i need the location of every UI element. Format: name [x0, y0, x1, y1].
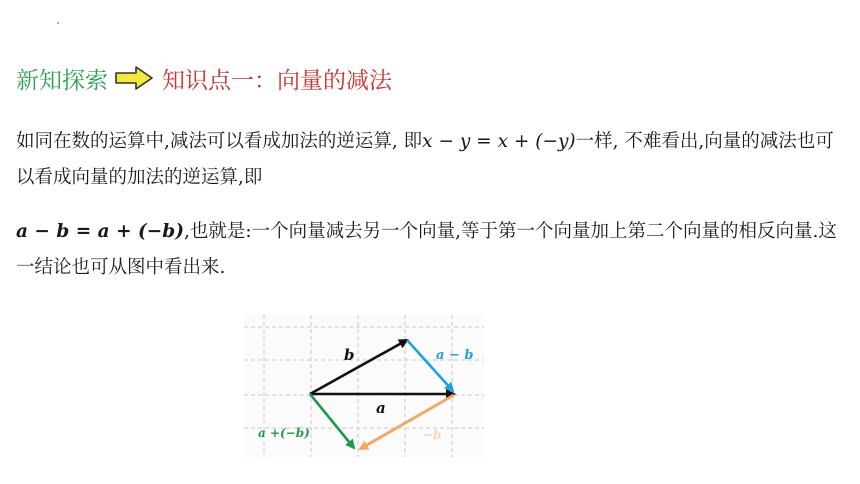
vector-diagram [244, 315, 484, 457]
paragraph-1-lead: 如同在数的运算中,减法可以看成加法的逆运算, 即 [16, 131, 423, 152]
paragraph-2 [16, 214, 846, 286]
paragraph-1-tail: 一样, 不难看出,向量的减法也可以看成向量的加法的逆运算,即 [16, 131, 834, 188]
yellow-arrow-icon [114, 65, 154, 91]
decorative-dot [57, 22, 59, 24]
label-b: b [344, 346, 355, 364]
label-neg-b: −b [423, 428, 442, 442]
label-a: a [376, 399, 386, 417]
section-label: 新知探索 [16, 67, 108, 94]
paragraph-2-text: ,也就是:一个向量减去另一个向量,等于第一个向量加上第二个向量的相反向量.这一结论也可从图中看出来. [16, 221, 837, 278]
paragraph-1 [16, 124, 846, 196]
label-a-plus-neg-b: a +(−b) [258, 426, 310, 440]
formula-vector-subtraction: a − b = a + (−b) [16, 221, 184, 242]
label-a-minus-b: a − b [436, 348, 474, 363]
formula-subtraction: x − y = x + (−y) [422, 131, 576, 152]
topic-title: 知识点一：向量的减法 [162, 67, 392, 94]
slide-header [16, 60, 392, 96]
